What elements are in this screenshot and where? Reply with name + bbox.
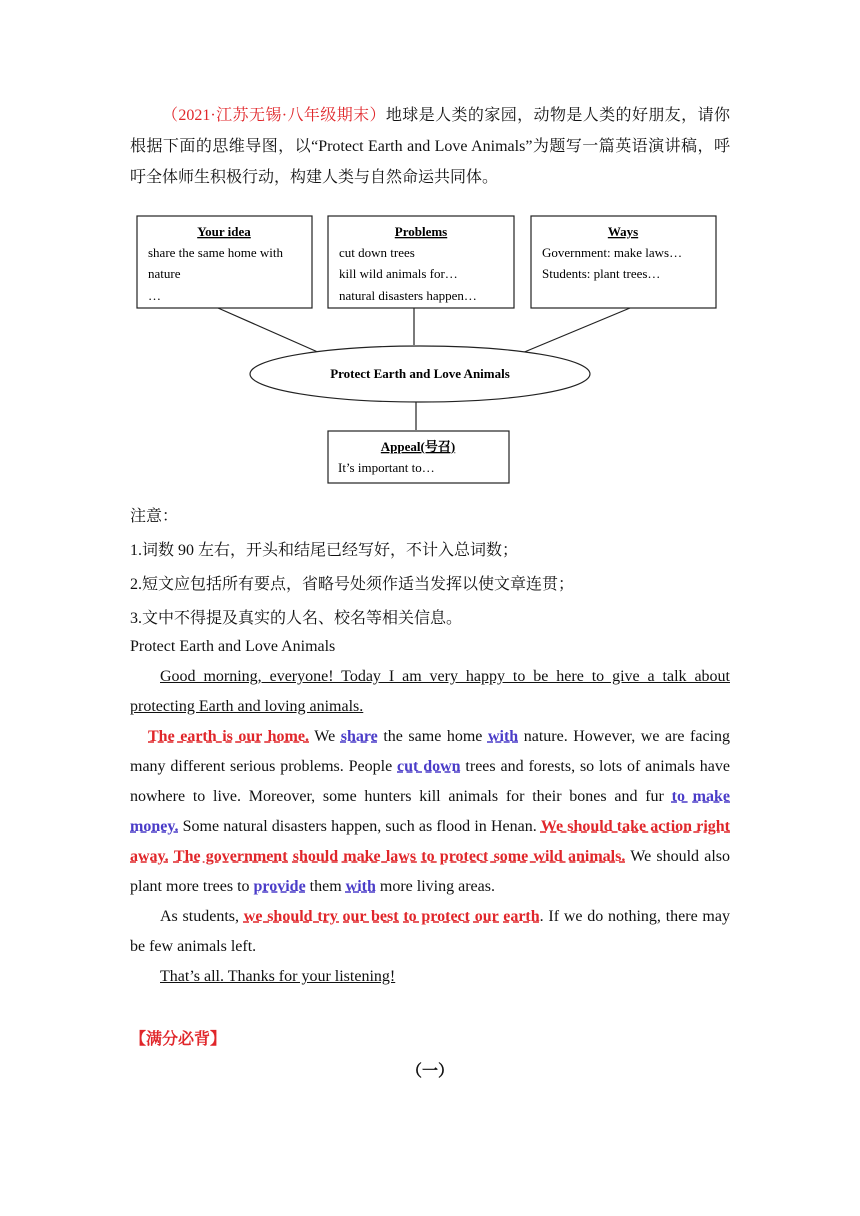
box-problems [328,216,514,308]
box-line: kill wild animals for… [339,266,458,281]
box-title: Your idea [197,224,251,239]
essay-paragraph-2 [130,722,730,902]
text-run: As students, [160,908,244,925]
key-phrase: provide [253,878,306,895]
box-line: Students: plant trees… [542,266,661,281]
must-recite-label: 【满分必背】 [130,1029,227,1048]
essay-closing [130,962,730,992]
box-ways [531,216,716,308]
text-run: the same home [377,728,488,745]
box-appeal [328,431,509,483]
text-run: We should also plant more trees to [130,848,731,895]
source-label: （2021·江苏无锡·八年级期末） [162,107,386,124]
opening-text: Good morning, everyone! Today I am very happy to be here to give a talk about protecting Earth and loving animals. [130,668,730,715]
notes-heading: 注意： [130,508,179,525]
box-line: natural disasters happen… [339,288,477,303]
key-phrase: share [340,728,378,745]
essay-opening [130,662,730,722]
text-run: more living areas. [375,878,495,895]
box-line: nature [148,266,181,281]
key-sentence: we should try our best to protect our earth [243,908,540,925]
key-sentence: The earth is our home. [148,728,309,745]
box-line: … [148,288,161,303]
box-title: Appeal(号召) [380,439,456,454]
note-item: 2.短文应包括所有要点，省略号处须作适当发挥以使文章连贯； [130,576,575,593]
text-run: them [305,878,346,895]
text-run: Some natural disasters happen, such as flood in Henan. [178,818,541,835]
text-run: trees and forests, so lots of animals have nowhere to live. Moreover, some hunters kill animals for their bones and fur [130,758,731,805]
note-item: 3.文中不得提及真实的人名、校名等相关信息。 [130,610,463,627]
key-phrase: with [487,728,519,745]
mind-map [130,210,730,490]
box-your-idea [137,216,312,308]
section-number: （一） [405,1061,454,1080]
notes-section [130,500,730,636]
key-phrase: to make money. [130,788,731,835]
box-line: share the same home with [148,245,284,260]
key-phrase: with [345,878,376,895]
box-line: It’s important to… [338,460,435,475]
prompt-text: 地球是人类的家园，动物是人类的好朋友，请你根据下面的思维导图，以“Protect Earth and Love Animals”为题写一篇英语演讲稿，呼吁全体师生积极行动，构建人类与自然命运共同体。 [130,107,730,186]
task-prompt [130,100,730,193]
box-title: Ways [607,224,639,239]
text-run: We [309,728,341,745]
essay-paragraph-3 [130,902,730,962]
box-line: Government: make laws… [542,245,683,260]
text-run: . If we do nothing, there may be few animals left. [130,908,730,955]
key-sentence: We should take action right away. [130,818,730,865]
key-phrase: cut down [397,758,461,775]
essay-title: Protect Earth and Love Animals [130,638,336,655]
center-ellipse [250,346,590,402]
note-item: 1.词数 90 左右，开头和结尾已经写好，不计入总词数； [130,542,519,559]
essay-body [130,662,730,992]
key-sentence: The government should make laws to protect some wild animals. [173,848,626,865]
box-title: Problems [394,224,448,239]
closing-text: That’s all. Thanks for your listening! [160,968,396,985]
center-title: Protect Earth and Love Animals [330,366,510,381]
text-run: nature. However, we are facing many different serious problems. People [130,728,731,775]
box-line: cut down trees [339,245,415,260]
